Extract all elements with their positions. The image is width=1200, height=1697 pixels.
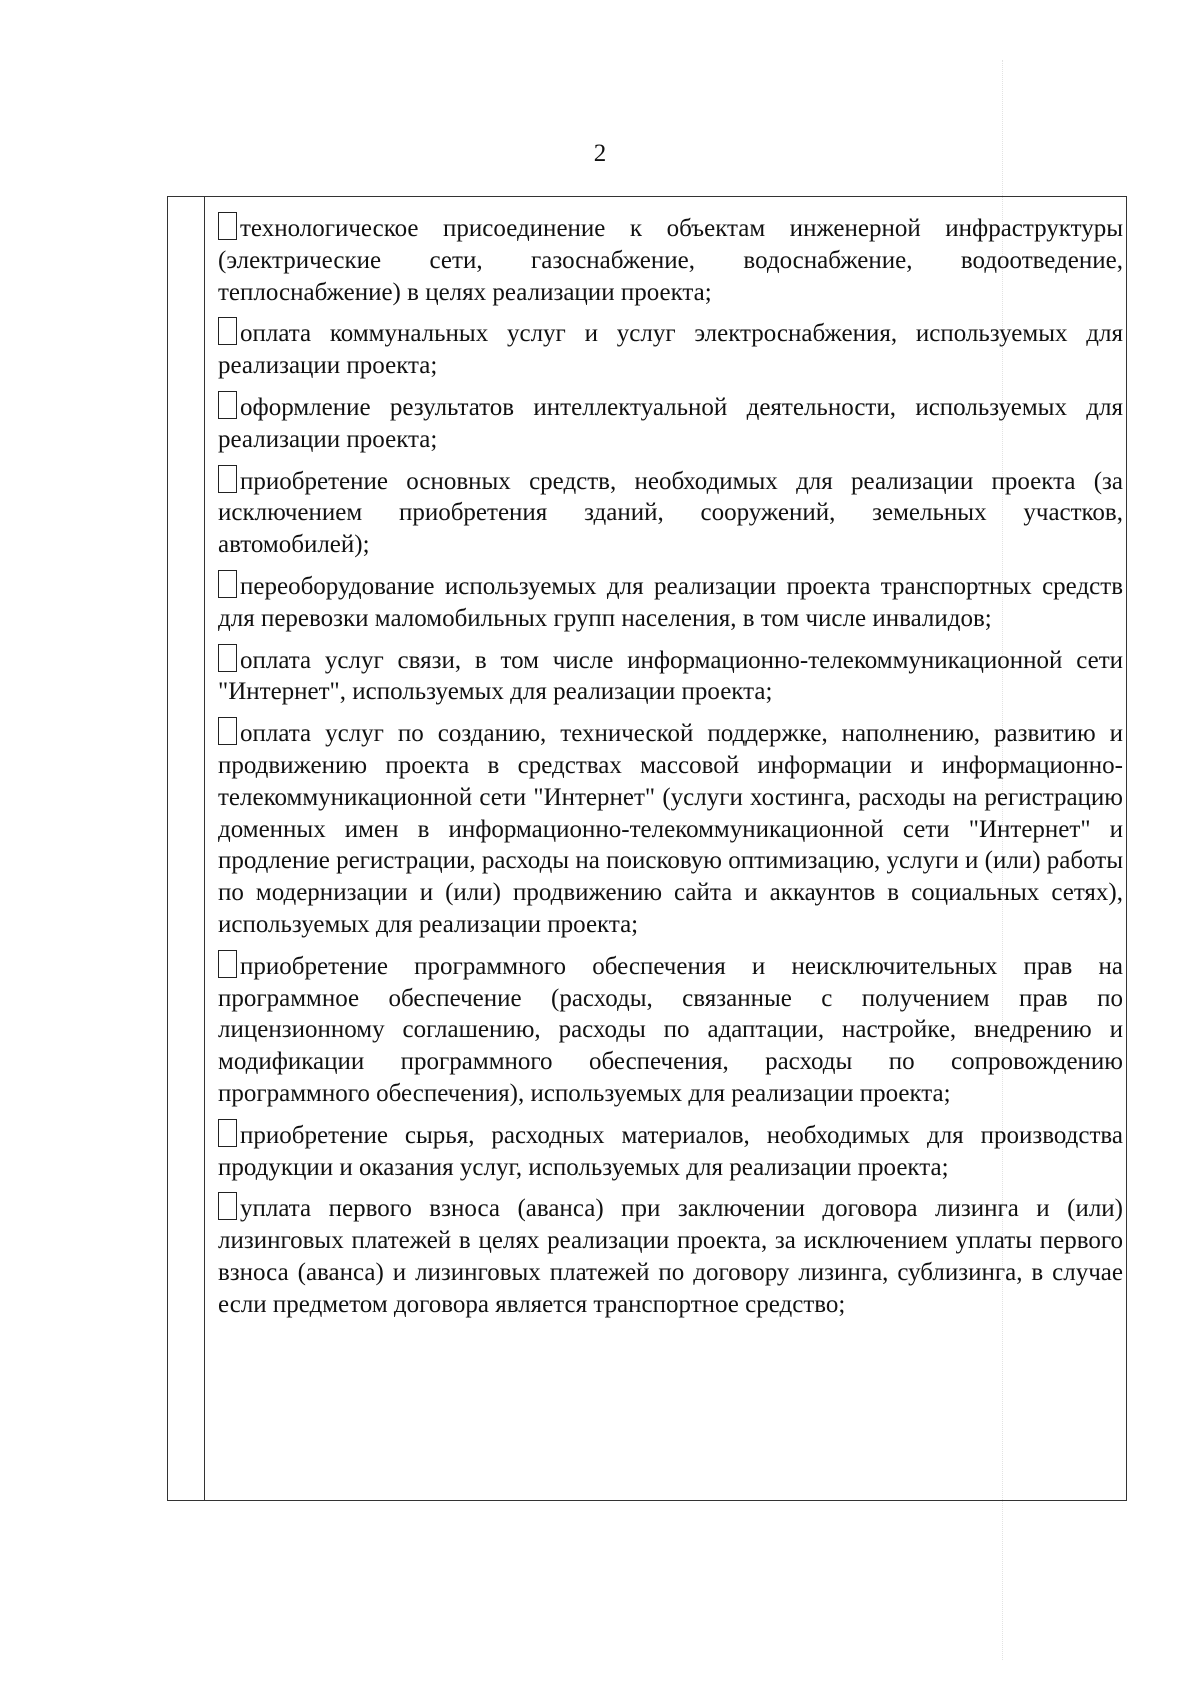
checklist-item-label: оплата услуг связи, в том числе информационно-телекоммуникационной сети "Интернет", используемых для реализации проекта; [218,646,1123,706]
checkbox[interactable] [218,1192,237,1220]
page-number: 2 [593,140,607,167]
checklist-item [218,317,1123,382]
checkbox[interactable] [218,950,237,978]
checklist-item-label: оплата коммунальных услуг и услуг электроснабжения, используемых для реализации проекта; [218,320,1123,380]
checklist-item-label: приобретение программного обеспечения и неисключительных прав на программное обеспечение (расходы, связанные с получением прав по лицензионному соглашению, расходы по адаптации, настройке, внедрению и модификации программного обеспечения, расходы по сопровождению программного обеспечения), используемых для реализации проекта; [218,952,1123,1107]
checklist-item-label: уплата первого взноса (аванса) при заключении договора лизинга и (или) лизинговых платежей в целях реализации проекта, за исключением уплаты первого взноса (аванса) и лизинговых платежей по договору лизинга, сублизинга, в случае если предметом договора является транспортное средство; [218,1195,1123,1318]
expense-checklist [218,212,1123,1330]
checklist-item [218,644,1123,709]
checkbox[interactable] [218,212,237,240]
checklist-item [218,465,1123,561]
checklist-item-label: оформление результатов интеллектуальной деятельности, используемых для реализации проекта; [218,393,1123,453]
checkbox[interactable] [218,465,237,493]
checkbox[interactable] [218,1119,237,1147]
checklist-item [218,212,1123,308]
checklist-item [218,1192,1123,1320]
checklist-item-label: переоборудование используемых для реализации проекта транспортных средств для перевозки маломобильных групп населения, в том числе инвалидов; [218,572,1123,632]
checkbox[interactable] [218,317,237,345]
checkbox[interactable] [218,570,237,598]
checkbox[interactable] [218,717,237,745]
table-inner-border [204,196,205,1501]
checklist-item-label: технологическое присоединение к объектам инженерной инфраструктуры (электрические сети, газоснабжение, водоснабжение, водоотведение, теплоснабжение) в целях реализации проекта; [218,215,1123,306]
checkbox[interactable] [218,391,237,419]
checklist-item-label: приобретение основных средств, необходимых для реализации проекта (за исключением приобретения зданий, сооружений, земельных участков, автомобилей); [218,467,1123,559]
checkbox[interactable] [218,644,237,672]
checklist-item [218,717,1123,941]
checklist-item [218,1119,1123,1184]
table-left-border [167,196,168,1501]
checklist-item [218,391,1123,456]
checklist-item-label: приобретение сырья, расходных материалов, необходимых для производства продукции и оказания услуг, используемых для реализации проекта; [218,1121,1123,1181]
checklist-item-label: оплата услуг по созданию, технической поддержке, наполнению, развитию и продвижению проекта в средствах массовой информации и информационно-телекоммуникационной сети "Интернет" (услуги хостинга, расходы на регистрацию доменных имен в информационно-телекоммуникационной сети "Интернет" и продление регистрации, расходы на поисковую оптимизацию, услуги и (или) работы по модернизации и (или) продвижению сайта и аккаунтов в социальных сетях), используемых для реализации проекта; [218,720,1123,938]
checklist-item [218,570,1123,635]
checklist-item [218,950,1123,1110]
